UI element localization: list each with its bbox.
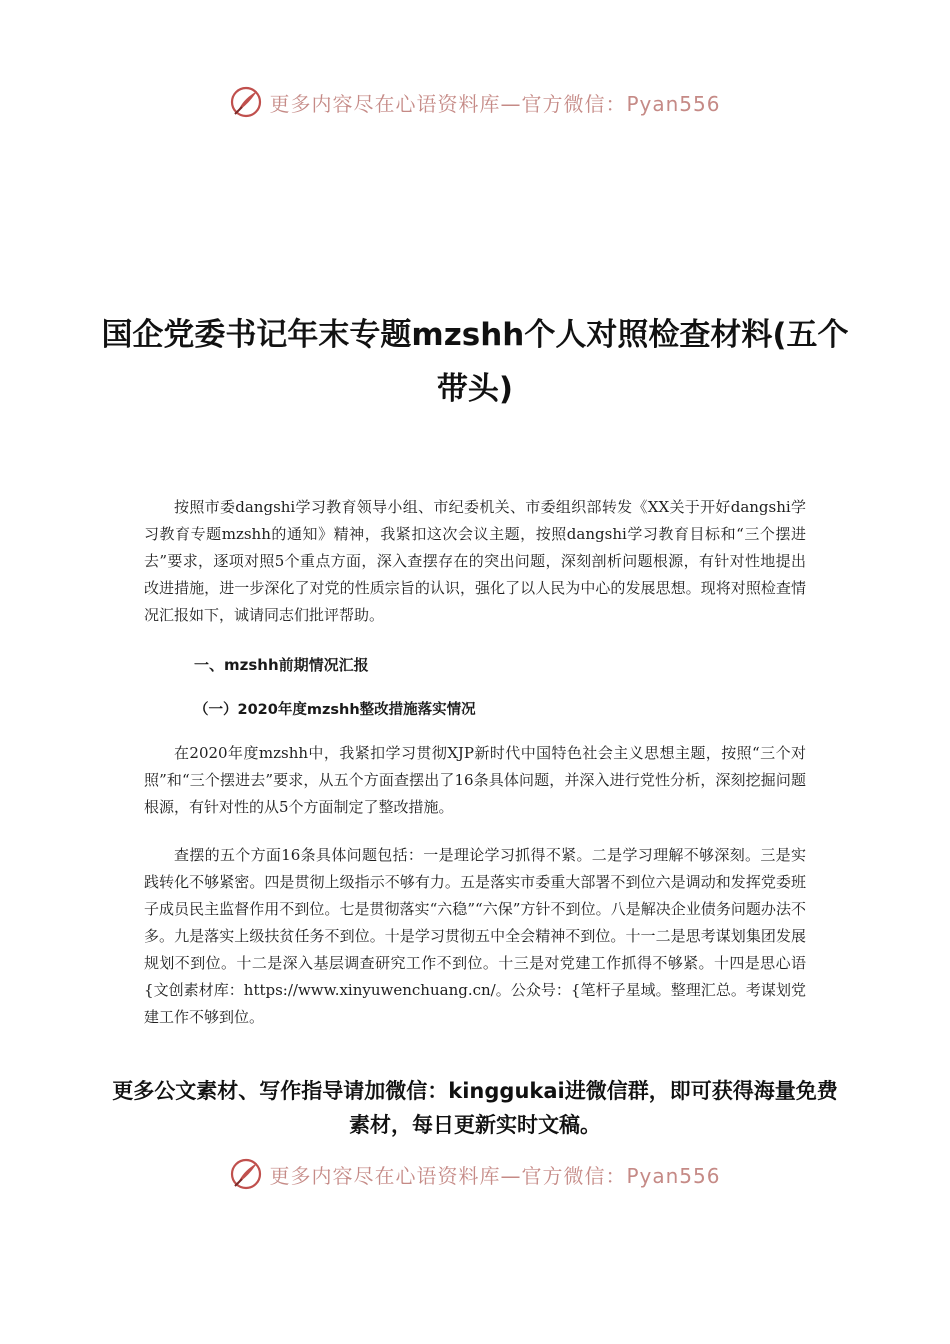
promo-text: 更多公文素材、写作指导请加微信：kinggukai进微信群，即可获得海量免费素材，每日更新实时文稿。	[112, 1079, 838, 1137]
footer-banner	[0, 1154, 950, 1194]
intro-paragraph: 按照市委dangshi学习教育领导小组、市纪委机关、市委组织部转发《XX关于开好dangshi学习教育专题mzshh的通知》精神，我紧扣这次会议主题，按照dangshi学习教育目标和“三个摆进去”要求，逐项对照5个重点方面，深入查摆存在的突出问题，深刻剖析问题根源，有针对性地提出改进措施，进一步深化了对党的性质宗旨的认识，强化了以人民为中心的发展思想。现将对照检查情况汇报如下，诚请同志们批评帮助。	[144, 498, 806, 624]
body-paragraph-1: 在2020年度mzshh中，我紧扣学习贯彻XJP新时代中国特色社会主义思想主题，按照“三个对照”和“三个摆进去”要求，从五个方面查摆出了16条具体问题，并深入进行党性分析，深刻挖掘问题根源，有针对性的从5个方面制定了整改措施。	[144, 744, 806, 816]
subsection-heading: （一）2020年度mzshh整改措施落实情况	[194, 702, 476, 718]
document-title: 国企党委书记年末专题mzshh个人对照检查材料(五个带头)	[101, 317, 849, 407]
header-banner	[0, 82, 950, 122]
section-heading: 一、mzshh前期情况汇报	[194, 656, 369, 674]
body-paragraph-2: 查摆的五个方面16条具体问题包括：一是理论学习抓得不紧。二是学习理解不够深刻。三是实践转化不够紧密。四是贯彻上级指示不够有力。五是落实市委重大部署不到位六是调动和发挥党委班子成员民主监督作用不到位。七是贯彻落实“六稳”“六保”方针不到位。八是解决企业债务问题办法不多。九是落实上级扶贫任务不到位。十是学习贯彻五中全会精神不到位。十一二是思考谋划集团发展规划不到位。十二是深入基层调查研究工作不到位。十三是对党建工作抓得不够紧。十四是思心语{文创素材库：https://www.xinyuwenchuang.cn/。公众号：{笔杆子星域。整理汇总。考谋划党建工作不够到位。	[144, 846, 806, 1026]
quill-logo-icon	[229, 85, 263, 119]
banner-text: 更多内容尽在心语资料库—官方微信：Pyan556	[269, 1163, 721, 1188]
quill-logo-icon	[229, 1157, 263, 1191]
banner-text: 更多内容尽在心语资料库—官方微信：Pyan556	[269, 91, 721, 116]
